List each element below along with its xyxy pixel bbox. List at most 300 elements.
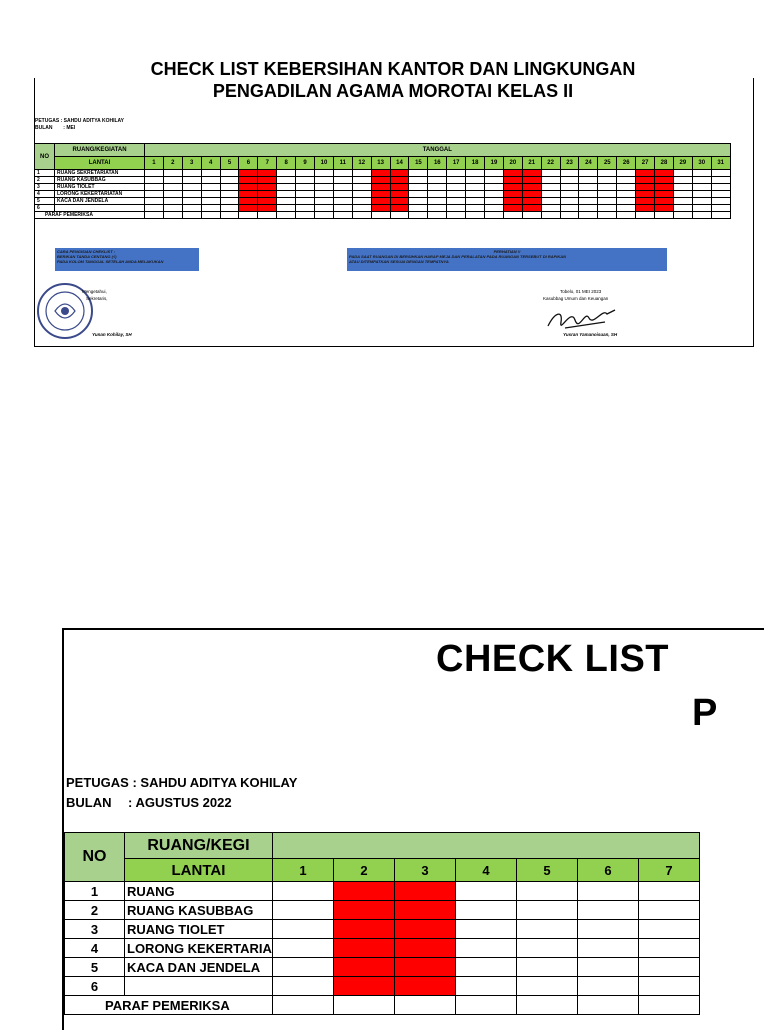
check-cell[interactable] [220,184,239,191]
paraf-cell[interactable] [560,212,579,219]
check-cell[interactable] [541,184,560,191]
check-cell[interactable] [390,191,409,198]
check-cell[interactable] [579,177,598,184]
check-cell[interactable] [220,177,239,184]
check-cell[interactable] [598,170,617,177]
check-cell[interactable] [447,170,466,177]
check-cell[interactable] [220,198,239,205]
paraf-cell[interactable] [409,212,428,219]
check-cell[interactable] [409,198,428,205]
check-cell[interactable] [333,177,352,184]
check-cell[interactable] [617,184,636,191]
check-cell[interactable] [455,920,516,939]
check-cell[interactable] [409,184,428,191]
check-cell[interactable] [711,191,730,198]
check-cell[interactable] [390,205,409,212]
check-cell[interactable] [272,882,333,901]
header-ruang: RUANG/KEGIATAN [55,144,145,157]
check-cell[interactable] [673,170,692,177]
check-cell[interactable] [466,184,485,191]
check-cell[interactable] [428,205,447,212]
check-cell[interactable] [579,191,598,198]
check-cell[interactable] [598,198,617,205]
check-cell[interactable] [352,177,371,184]
check-cell[interactable] [258,184,277,191]
day-header-4: 4 [455,859,516,882]
check-cell[interactable] [636,184,655,191]
check-cell[interactable] [315,170,334,177]
paraf-cell[interactable] [390,212,409,219]
check-cell[interactable] [638,920,699,939]
paraf-cell[interactable] [352,212,371,219]
check-cell[interactable] [239,170,258,177]
check-cell[interactable] [239,205,258,212]
check-cell[interactable] [692,198,711,205]
check-cell[interactable] [516,939,577,958]
check-cell[interactable] [409,177,428,184]
check-cell[interactable] [352,205,371,212]
check-cell[interactable] [638,939,699,958]
check-cell[interactable] [617,198,636,205]
check-cell[interactable] [617,177,636,184]
check-cell[interactable] [428,198,447,205]
check-cell[interactable] [315,205,334,212]
paraf-cell[interactable] [258,212,277,219]
check-cell[interactable] [333,901,394,920]
check-cell[interactable] [296,170,315,177]
check-cell[interactable] [636,205,655,212]
check-cell[interactable] [371,184,390,191]
check-cell[interactable] [182,205,201,212]
header-tanggal-band [272,833,699,859]
day-header-5: 5 [516,859,577,882]
check-cell[interactable] [371,177,390,184]
check-cell[interactable] [598,177,617,184]
check-cell[interactable] [503,191,522,198]
check-cell[interactable] [258,191,277,198]
check-cell[interactable] [394,901,455,920]
check-cell[interactable] [466,198,485,205]
check-cell[interactable] [394,958,455,977]
check-cell[interactable] [455,901,516,920]
paraf-cell[interactable] [516,996,577,1015]
check-cell[interactable] [163,177,182,184]
check-cell[interactable] [447,205,466,212]
check-cell[interactable] [466,170,485,177]
check-cell[interactable] [655,184,674,191]
paraf-cell[interactable] [277,212,296,219]
check-cell[interactable] [485,205,504,212]
check-cell[interactable] [579,170,598,177]
paraf-cell[interactable] [711,212,730,219]
check-cell[interactable] [390,198,409,205]
check-cell[interactable] [239,184,258,191]
check-cell[interactable] [333,977,394,996]
check-cell[interactable] [277,184,296,191]
check-cell[interactable] [277,177,296,184]
row-no: 6 [65,977,125,996]
check-cell[interactable] [239,191,258,198]
row-no: 4 [35,191,55,198]
check-cell[interactable] [220,170,239,177]
check-cell[interactable] [447,184,466,191]
header-ruang: RUANG/KEGI [125,833,273,859]
check-cell[interactable] [655,177,674,184]
check-cell[interactable] [163,170,182,177]
check-cell[interactable] [333,939,394,958]
paraf-cell[interactable] [145,212,164,219]
check-cell[interactable] [503,184,522,191]
check-cell[interactable] [577,920,638,939]
day-header-2: 2 [163,157,182,170]
check-cell[interactable] [352,184,371,191]
check-cell[interactable] [455,882,516,901]
check-cell[interactable] [201,177,220,184]
instruction-title: CARA PENGISIAN CHEKLIST : [57,249,116,254]
paraf-cell[interactable] [577,996,638,1015]
bulan-label: BULAN [35,125,53,131]
check-cell[interactable] [296,177,315,184]
row-room-name: KACA DAN JENDELA [125,958,273,977]
check-cell[interactable] [145,205,164,212]
check-cell[interactable] [522,205,541,212]
check-cell[interactable] [315,177,334,184]
paraf-cell[interactable] [182,212,201,219]
check-cell[interactable] [711,184,730,191]
check-cell[interactable] [711,177,730,184]
check-cell[interactable] [258,177,277,184]
check-cell[interactable] [455,977,516,996]
check-cell[interactable] [371,170,390,177]
paraf-cell[interactable] [541,212,560,219]
check-cell[interactable] [577,882,638,901]
check-cell[interactable] [182,198,201,205]
check-cell[interactable] [390,177,409,184]
day-header-12: 12 [352,157,371,170]
check-cell[interactable] [560,191,579,198]
paraf-cell[interactable] [455,996,516,1015]
check-cell[interactable] [272,977,333,996]
instruction-note [55,248,199,271]
check-cell[interactable] [371,205,390,212]
check-cell[interactable] [466,191,485,198]
check-cell[interactable] [333,882,394,901]
check-cell[interactable] [692,184,711,191]
check-cell[interactable] [617,205,636,212]
check-cell[interactable] [277,205,296,212]
check-cell[interactable] [636,177,655,184]
paraf-cell[interactable] [239,212,258,219]
check-cell[interactable] [560,177,579,184]
paraf-cell[interactable] [617,212,636,219]
paraf-cell[interactable] [371,212,390,219]
row-room-name: RUANG KASUBBAG [55,177,145,184]
check-cell[interactable] [272,939,333,958]
paraf-cell[interactable] [447,212,466,219]
row-no: 1 [65,882,125,901]
check-cell[interactable] [394,920,455,939]
check-cell[interactable] [673,184,692,191]
check-cell[interactable] [485,170,504,177]
check-cell[interactable] [296,198,315,205]
paraf-cell[interactable] [655,212,674,219]
table-row [65,977,700,996]
check-cell[interactable] [394,882,455,901]
check-cell[interactable] [333,170,352,177]
check-cell[interactable] [394,939,455,958]
check-cell[interactable] [503,177,522,184]
check-cell[interactable] [352,198,371,205]
check-cell[interactable] [541,170,560,177]
check-cell[interactable] [428,170,447,177]
row-room-name [55,205,145,212]
check-cell[interactable] [145,184,164,191]
check-cell[interactable] [352,191,371,198]
paraf-cell[interactable] [333,996,394,1015]
check-cell[interactable] [673,205,692,212]
paraf-cell[interactable] [485,212,504,219]
sig-left-label2: Sekretaris, [86,296,108,301]
day-header-1: 1 [272,859,333,882]
check-cell[interactable] [333,920,394,939]
row-no: 5 [35,198,55,205]
check-cell[interactable] [201,170,220,177]
paraf-cell[interactable] [296,212,315,219]
check-cell[interactable] [560,184,579,191]
check-cell[interactable] [145,177,164,184]
table-row [35,205,731,212]
day-header-14: 14 [390,157,409,170]
check-cell[interactable] [692,170,711,177]
check-cell[interactable] [145,170,164,177]
check-cell[interactable] [673,177,692,184]
check-cell[interactable] [655,205,674,212]
check-cell[interactable] [163,191,182,198]
check-cell[interactable] [516,901,577,920]
check-cell[interactable] [655,170,674,177]
check-cell[interactable] [636,170,655,177]
check-cell[interactable] [577,977,638,996]
row-room-name: RUANG SEKRETARIATAN [55,170,145,177]
paraf-cell[interactable] [598,212,617,219]
check-cell[interactable] [390,184,409,191]
paraf-cell[interactable] [638,996,699,1015]
bulan-line [66,795,232,810]
check-cell[interactable] [541,205,560,212]
check-cell[interactable] [182,170,201,177]
checklist-sheet-august-zoom [0,620,768,1024]
check-cell[interactable] [522,170,541,177]
check-cell[interactable] [182,177,201,184]
bulan-line [35,125,75,131]
paraf-cell[interactable] [272,996,333,1015]
check-cell[interactable] [409,170,428,177]
check-cell[interactable] [522,177,541,184]
check-cell[interactable] [711,205,730,212]
check-cell[interactable] [638,882,699,901]
paraf-cell[interactable] [522,212,541,219]
check-cell[interactable] [516,882,577,901]
instruction-line2: PADA KOLOM TANGGAL SETELAH ANDA MELAKUKAN [57,259,164,264]
check-cell[interactable] [315,184,334,191]
check-cell[interactable] [272,901,333,920]
check-cell[interactable] [560,205,579,212]
check-cell[interactable] [598,191,617,198]
check-cell[interactable] [598,205,617,212]
check-cell[interactable] [315,198,334,205]
paraf-cell[interactable] [333,212,352,219]
check-cell[interactable] [655,191,674,198]
paraf-cell[interactable] [636,212,655,219]
check-cell[interactable] [201,184,220,191]
paraf-cell[interactable] [466,212,485,219]
check-cell[interactable] [522,184,541,191]
paraf-cell[interactable] [315,212,334,219]
check-cell[interactable] [577,939,638,958]
paraf-cell[interactable] [579,212,598,219]
check-cell[interactable] [673,198,692,205]
check-cell[interactable] [201,191,220,198]
check-cell[interactable] [258,198,277,205]
check-cell[interactable] [485,177,504,184]
check-cell[interactable] [522,198,541,205]
check-cell[interactable] [455,939,516,958]
check-cell[interactable] [272,920,333,939]
paraf-cell[interactable] [220,212,239,219]
check-cell[interactable] [636,191,655,198]
paraf-label: PARAF PEMERIKSA [65,996,273,1015]
check-cell[interactable] [390,170,409,177]
check-cell[interactable] [145,191,164,198]
check-cell[interactable] [655,198,674,205]
check-cell[interactable] [466,205,485,212]
check-cell[interactable] [428,191,447,198]
row-no: 5 [65,958,125,977]
check-cell[interactable] [579,198,598,205]
paraf-cell[interactable] [394,996,455,1015]
check-cell[interactable] [516,958,577,977]
check-cell[interactable] [541,177,560,184]
check-cell[interactable] [577,901,638,920]
check-cell[interactable] [692,191,711,198]
check-cell[interactable] [277,191,296,198]
check-cell[interactable] [636,198,655,205]
check-cell[interactable] [579,205,598,212]
paraf-cell[interactable] [503,212,522,219]
paraf-cell[interactable] [692,212,711,219]
check-cell[interactable] [560,170,579,177]
check-cell[interactable] [447,191,466,198]
check-cell[interactable] [394,977,455,996]
check-cell[interactable] [579,184,598,191]
check-cell[interactable] [163,184,182,191]
check-cell[interactable] [220,205,239,212]
check-cell[interactable] [333,184,352,191]
check-cell[interactable] [711,198,730,205]
check-cell[interactable] [409,205,428,212]
check-cell[interactable] [638,901,699,920]
check-cell[interactable] [516,977,577,996]
paraf-cell[interactable] [201,212,220,219]
check-cell[interactable] [485,198,504,205]
check-cell[interactable] [485,191,504,198]
check-cell[interactable] [466,177,485,184]
check-cell[interactable] [560,198,579,205]
check-cell[interactable] [638,958,699,977]
table-row [65,882,700,901]
check-cell[interactable] [516,920,577,939]
check-cell[interactable] [352,170,371,177]
check-cell[interactable] [455,958,516,977]
paraf-cell[interactable] [673,212,692,219]
check-cell[interactable] [333,198,352,205]
check-cell[interactable] [277,170,296,177]
check-cell[interactable] [447,177,466,184]
row-room-name: RUANG KASUBBAG [125,901,273,920]
paraf-cell[interactable] [428,212,447,219]
check-cell[interactable] [239,177,258,184]
check-cell[interactable] [503,170,522,177]
check-cell[interactable] [333,191,352,198]
check-cell[interactable] [598,184,617,191]
check-cell[interactable] [296,191,315,198]
paraf-cell[interactable] [163,212,182,219]
check-cell[interactable] [428,184,447,191]
check-cell[interactable] [503,198,522,205]
check-cell[interactable] [617,191,636,198]
day-header-23: 23 [560,157,579,170]
check-cell[interactable] [371,198,390,205]
check-cell[interactable] [409,191,428,198]
check-cell[interactable] [258,205,277,212]
check-cell[interactable] [145,198,164,205]
check-cell[interactable] [692,205,711,212]
check-cell[interactable] [503,205,522,212]
check-cell[interactable] [541,191,560,198]
check-cell[interactable] [541,198,560,205]
check-cell[interactable] [711,170,730,177]
check-cell[interactable] [277,198,296,205]
check-cell[interactable] [333,205,352,212]
check-cell[interactable] [296,184,315,191]
check-cell[interactable] [447,198,466,205]
check-cell[interactable] [201,198,220,205]
check-cell[interactable] [673,191,692,198]
check-cell[interactable] [428,177,447,184]
check-cell[interactable] [485,184,504,191]
check-cell[interactable] [333,958,394,977]
check-cell[interactable] [182,191,201,198]
check-cell[interactable] [201,205,220,212]
check-cell[interactable] [182,184,201,191]
check-cell[interactable] [315,191,334,198]
check-cell[interactable] [577,958,638,977]
check-cell[interactable] [239,198,258,205]
check-cell[interactable] [163,205,182,212]
day-header-20: 20 [503,157,522,170]
check-cell[interactable] [371,191,390,198]
check-cell[interactable] [220,191,239,198]
check-cell[interactable] [258,170,277,177]
check-cell[interactable] [522,191,541,198]
check-cell[interactable] [163,198,182,205]
check-cell[interactable] [296,205,315,212]
row-no: 3 [35,184,55,191]
check-cell[interactable] [638,977,699,996]
check-cell[interactable] [272,958,333,977]
check-cell[interactable] [617,170,636,177]
check-cell[interactable] [692,177,711,184]
